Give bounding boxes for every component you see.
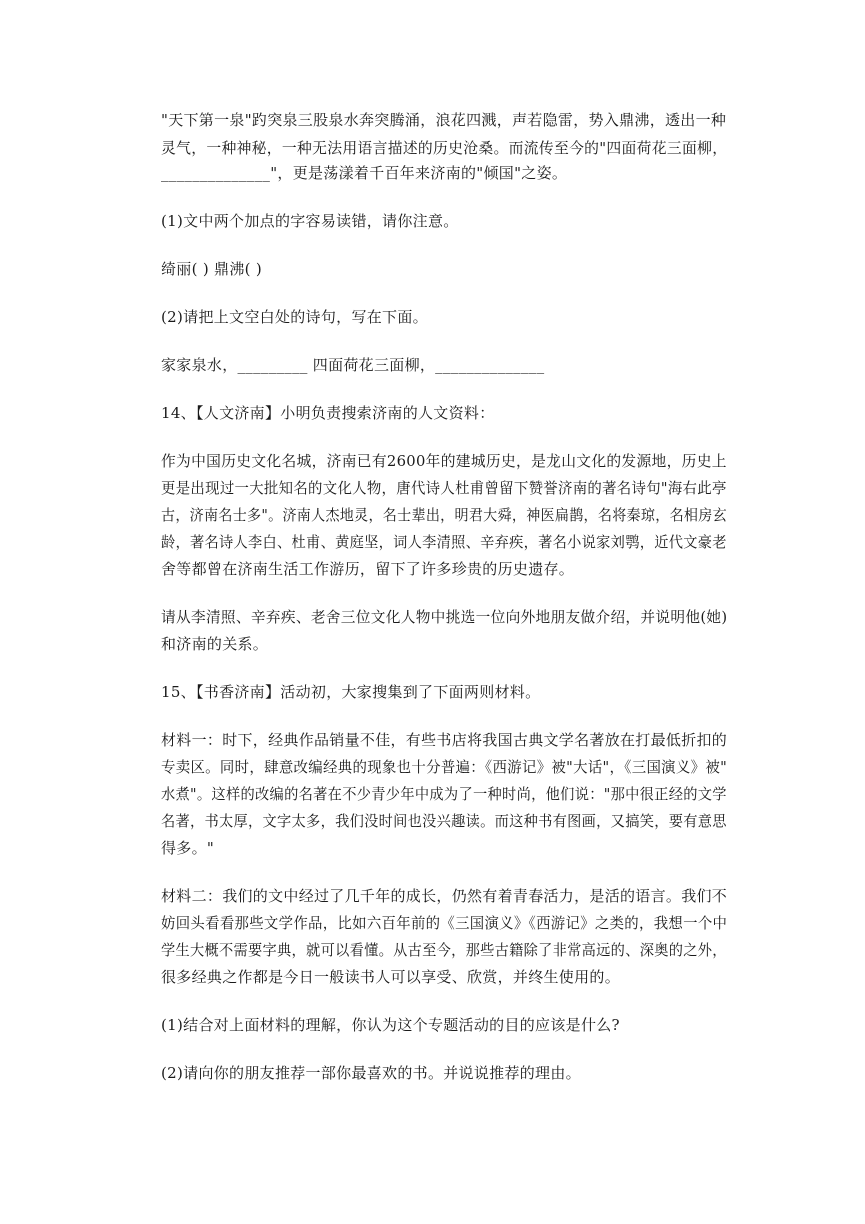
text-line: 古，济南名士多"。济南人杰地灵，名士辈出，明君大舜，神医扁鹊，名将秦琼，名相房玄 bbox=[161, 506, 727, 524]
text-line: 很多经典之作都是今日一般读书人可以享受、欣赏，并终生使用的。 bbox=[161, 968, 621, 986]
text-line: 灵气，一种神秘，一种无法用语言描述的历史沧桑。而流传至今的"四面荷花三面柳， bbox=[161, 139, 728, 157]
text-line: 专卖区。同时，肆意改编经典的现象也十分普遍：《西游记》被"大话"，《三国演义》被" bbox=[161, 758, 728, 776]
text-line: 材料二：我们的文中经过了几千年的成长，仍然有着青春活力，是活的语言。我们不 bbox=[161, 887, 728, 905]
text-line: ______________"，更是荡漾着千百年来济南的"倾国"之姿。 bbox=[161, 164, 568, 182]
answer-blank-line: 绮丽( ) 鼎沸( ) bbox=[161, 260, 263, 278]
text-line: 妨回头看看那些文学作品，比如六百年前的《三国演义》《西游记》之类的，我想一个中 bbox=[161, 914, 728, 932]
text-line: 龄，著名诗人李白、杜甫、黄庭坚，词人李清照、辛弃疾，著名小说家刘鹗，近代文豪老 bbox=[161, 533, 727, 551]
question-text: (1)文中两个加点的字容易读错，请你注意。 bbox=[161, 212, 459, 230]
text-line: 得多。" bbox=[161, 839, 215, 857]
text-line: 更是出现过一大批知名的文化人物，唐代诗人杜甫曾留下赞誉济南的著名诗句"海右此亭 bbox=[161, 479, 727, 497]
text-line: 材料一：时下，经典作品销量不佳，有些书店将我国古典文学名著放在打最低折扣的 bbox=[161, 731, 728, 749]
question-text: (2)请向你的朋友推荐一部你最喜欢的书。并说说推荐的理由。 bbox=[161, 1064, 581, 1082]
text-line: 学生大概不需要字典，就可以看懂。从古至今，那些古籍除了非常高远的、深奥的之外， bbox=[161, 941, 727, 959]
question-text: (2)请把上文空白处的诗句，写在下面。 bbox=[161, 308, 428, 326]
answer-blank-line: 家家泉水，_________ 四面荷花三面柳，______________ bbox=[161, 356, 545, 374]
question-text: (1)结合对上面材料的理解，你认为这个专题活动的目的应该是什么? bbox=[161, 1016, 620, 1034]
text-line: 舍等都曾在济南生活工作游历，留下了许多珍贵的历史遗存。 bbox=[161, 560, 575, 578]
text-line: 名著，书太厚，文字太多，我们没时间也没兴趣读。而这种书有图画，又搞笑，要有意思 bbox=[161, 812, 727, 830]
text-line: 水煮"。这样的改编的名著在不少青少年中成为了一种时尚，他们说："那中很正经的文学 bbox=[161, 785, 727, 803]
text-line: "天下第一泉"趵突泉三股泉水奔突腾涌，浪花四溅，声若隐雷，势入鼎沸，透出一种 bbox=[161, 111, 727, 129]
text-line: 请从李清照、辛弃疾、老舍三位文化人物中挑选一位向外地朋友做介绍，并说明他(她) bbox=[161, 608, 728, 626]
text-line: 和济南的关系。 bbox=[161, 635, 269, 653]
question-heading: 15、【书香济南】活动初，大家搜集到了下面两则材料。 bbox=[161, 683, 541, 701]
question-heading: 14、【人文济南】小明负责搜索济南的人文资料： bbox=[161, 404, 495, 422]
text-line: 作为中国历史文化名城，济南已有2600年的建城历史，是龙山文化的发源地，历史上 bbox=[161, 452, 727, 470]
